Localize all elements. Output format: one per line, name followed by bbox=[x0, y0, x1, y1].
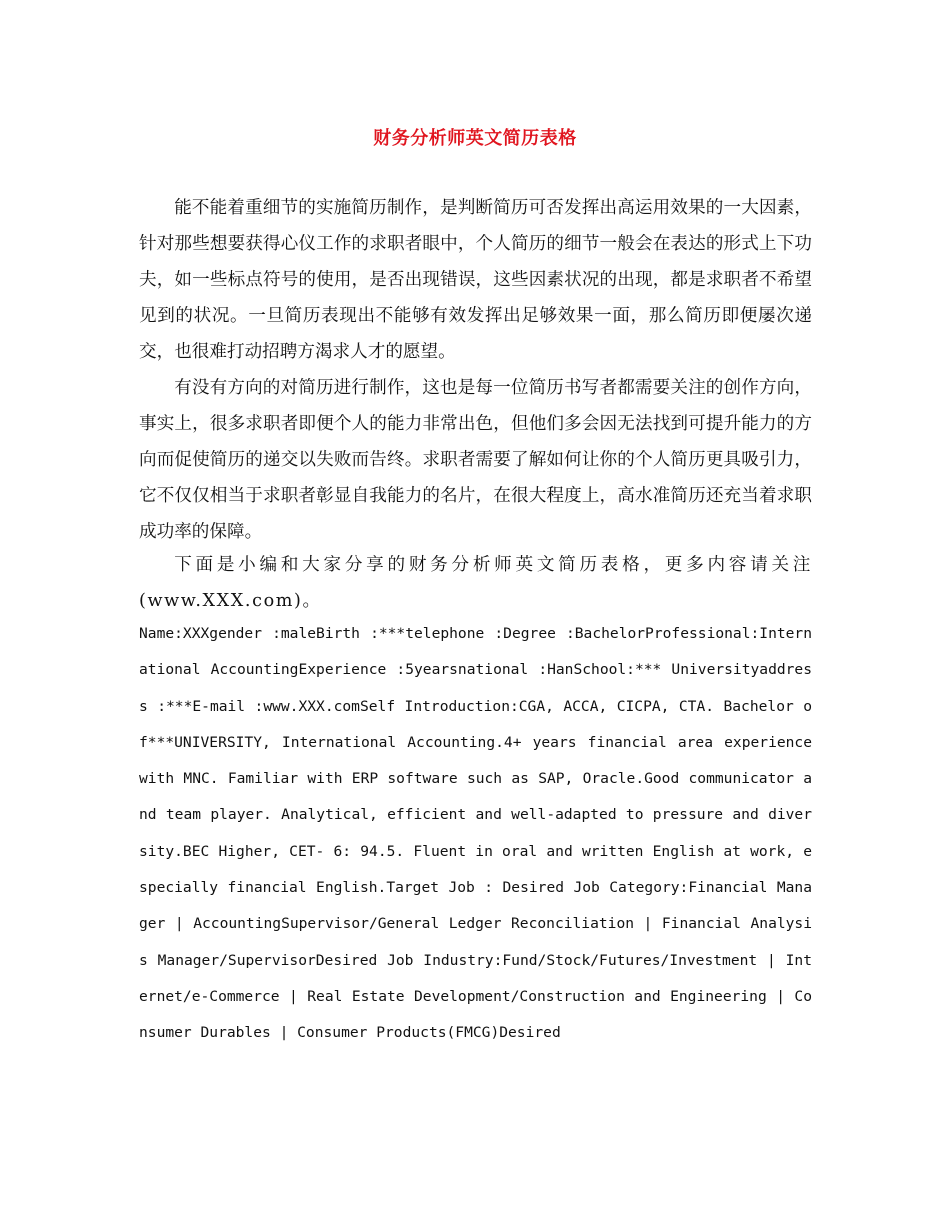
document-title: 财务分析师英文简历表格 bbox=[373, 128, 577, 149]
paragraph-2: 有没有方向的对简历进行制作，这也是每一位简历书写者都需要关注的创作方向，事实上，很多求职者即便个人的能力非常出色，但他们多会因无法找到可提升能力的方向而促使简历的递交以失败而告终。求职者需要了解如何让你的个人简历更具吸引力，它不仅仅相当于求职者彰显自我能力的名片，在很大程度上，高水准简历还充当着求职成功率的保障。 bbox=[139, 378, 812, 542]
paragraph-3-block bbox=[139, 547, 812, 619]
paragraph-1: 能不能着重细节的实施简历制作，是判断简历可否发挥出高运用效果的一大因素，针对那些想要获得心仪工作的求职者眼中，个人简历的细节一般会在表达的形式上下功夫，如一些标点符号的使用，是否出现错误，这些因素状况的出现，都是求职者不希望见到的状况。一旦简历表现出不能够有效发挥出足够效果一面，那么简历即便屡次递交，也很难打动招聘方渴求人才的愿望。 bbox=[139, 198, 812, 362]
paragraph-2-block bbox=[139, 370, 812, 550]
paragraph-3: 下面是小编和大家分享的财务分析师英文简历表格，更多内容请关注(www.XXX.com)。 bbox=[139, 555, 812, 611]
resume-body-text: Name:XXXgender :maleBirth :***telephone :Degree :BachelorProfessional:International AccountingExperience :5yearsnational :HanSchool:*** Universityaddress :***E-mail :www.XXX.comSelf Introduction:CGA, ACCA, CICPA, CTA. Bachelor of***UNIVERSITY, International Accounting.4+ years financial area experience with MNC. Familiar with ERP software such as SAP, Oracle.Good communicator and team player. Analytical, efficient and well-adapted to pressure and diversity.BEC Higher, CET- 6: 94.5. Fluent in oral and written English at work, especially financial English.Target Job : Desired Job Category:Financial Manager | AccountingSupervisor/General Ledger Reconciliation | Financial Analysis Manager/SupervisorDesired Job Industry:Fund/Stock/Futures/Investment | Internet/e-Commerce | Real Estate Development/Construction and Engineering | Consumer Durables | Consumer Products(FMCG)Desired bbox=[139, 625, 812, 1042]
paragraph-1-block bbox=[139, 190, 812, 370]
